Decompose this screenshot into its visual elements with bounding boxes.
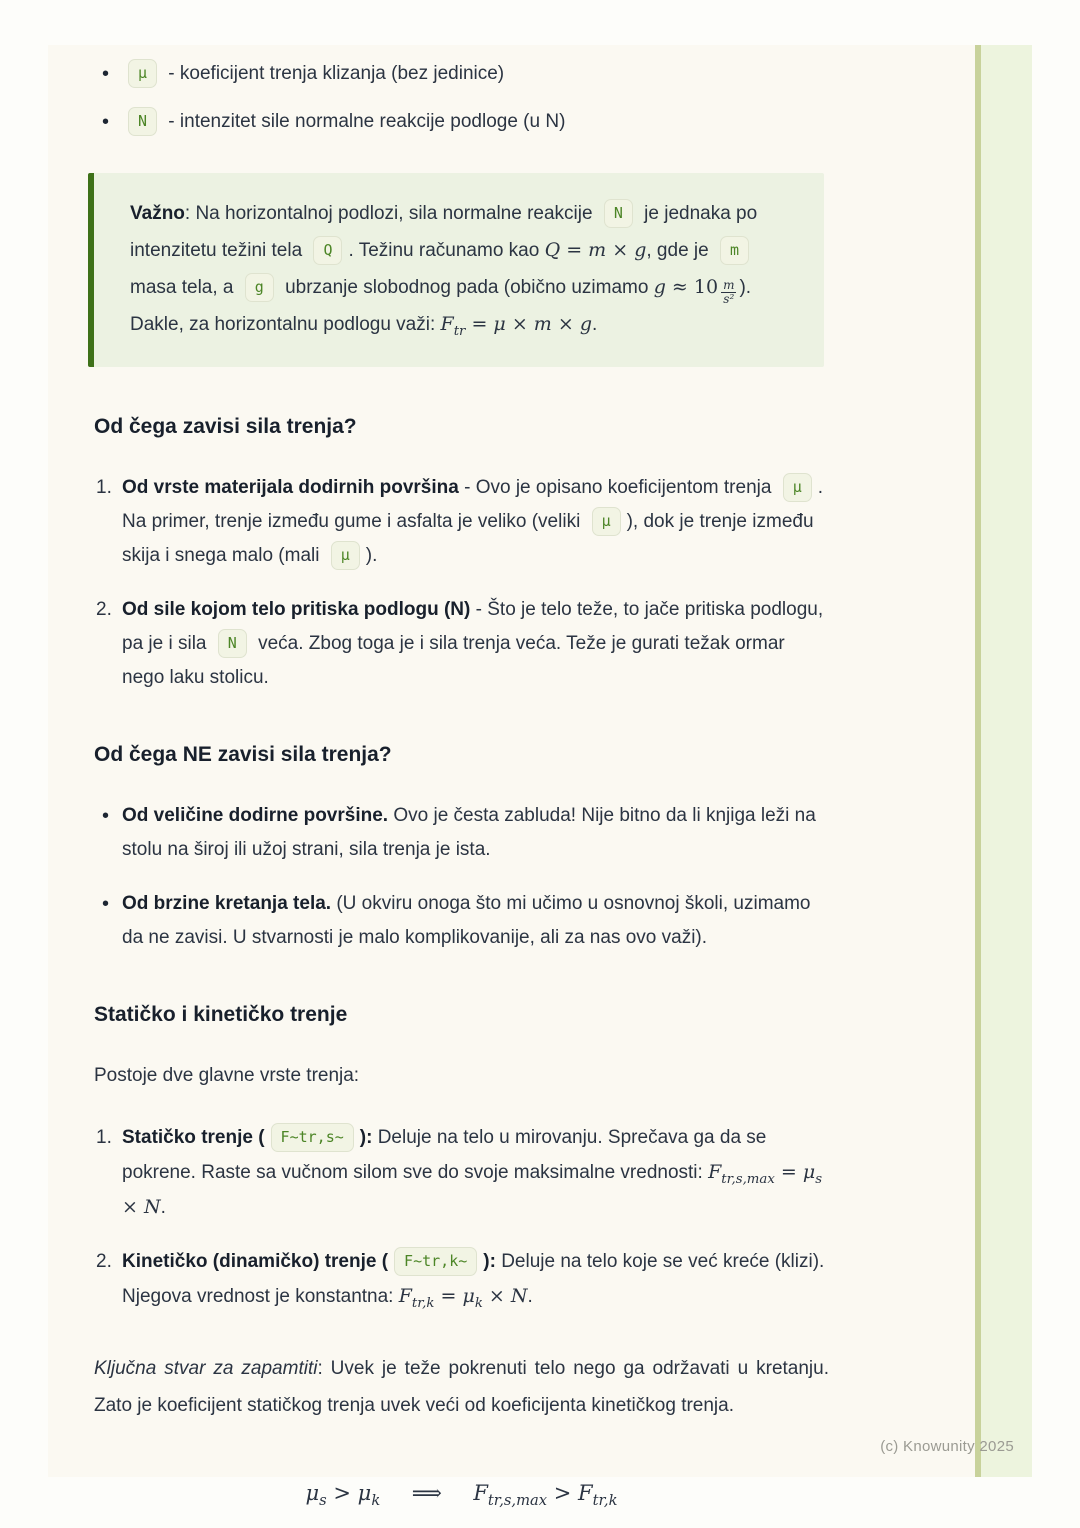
page-edge-stripe [975,45,1032,1477]
section-heading-staticko-kineticko: Statičko i kinetičko trenje [94,1003,348,1026]
inline-code-badge: F~tr,s~ [271,1123,354,1152]
vrste-trenja-list [94,1121,829,1314]
inline-code-badge: μ [592,507,621,536]
list-item: Kinetičko (dinamičko) trenje ( F~tr,k~ ): Deluje na telo koje se već kreće (klizi). Njegova vrednost je konstantna: $F_{tr,k} = \mu_k \times N$. [94,1245,829,1314]
list-item: Od sile kojom telo pritiska podlogu (N) - Što je telo teže, to jače pritiska podlogu, pa je i sila N veća. Zbog toga je i sila trenja veća. Teže je gurati težak ormar nego laku stolicu. [122,599,824,688]
inline-code-badge: μ [331,541,360,570]
section-heading-ne-zavisi: Od čega NE zavisi sila trenja? [94,743,392,766]
list-item: Od vrste materijala dodirnih površina - Ovo je opisano koeficijentom trenja μ . Na primer, trenje između gume i asfalta je veliko (veliki μ ), dok je trenje između skija i snega malo (mali μ ). [94,471,829,573]
inline-code-badge: μ [783,473,812,502]
list-item: • Od brzine kretanja tela. (U okviru onoga što mi učimo u osnovnoj školi, uzimamo da ne zavisi. U stvarnosti je malo komplikovanije, ali za nas ovo važi). [94,887,829,955]
important-callout [88,173,824,367]
ne-zavisi-list [94,799,829,955]
section-heading-zavisi: Od čega zavisi sila trenja? [94,415,357,438]
inline-code-badge: μ [128,59,157,88]
list-item: • Od veličine dodirne površine. Ovo je česta zabluda! Nije bitno da li knjiga leži na stolu na široj ili užoj strani, sila trenja je ista. [94,799,829,867]
comparison-formula: $\mu_s > \mu_k$ ⟹ $F_{tr,s,max} > F_{tr,k}$ [305,1481,618,1510]
document-page [48,45,1032,1510]
list-item: • μ - koeficijent trenja klizanja (bez jedinice) [94,57,829,91]
inline-code-badge: N [128,107,157,136]
list-item: Statičko trenje ( F~tr,s~ ): Deluje na telo u mirovanju. Sprečava ga da se pokrene. Raste sa vučnom silom sve do svoje maksimalne vrednosti: $F_{tr,s,max} = \mu_s \times N$. [94,1121,829,1225]
symbol-legend-list [94,57,829,139]
fraction: $\frac{m}{\text{s²}}$ [723,278,735,306]
inline-code-badge: m [720,236,749,265]
copyright-footer: (c) Knowunity 2025 [880,1438,1014,1455]
page-content [48,45,975,1510]
inline-code-badge: N [218,629,247,658]
key-note-paragraph: Ključna stvar za zapamtiti: Uvek je teže pokrenuti telo nego ga održavati u kretanju. Zato je koeficijent statičkog trenja uvek veći od koeficijenta kinetičkog trenja. [94,1358,829,1416]
list-item: • N - intenzitet sile normalne reakcije podloge (u N) [94,105,829,139]
inline-code-badge: Q [313,236,342,265]
zavisi-list [94,471,829,695]
callout-text: Važno: Na horizontalnoj podlozi, sila normalne reakcije N je jednaka po intenzitetu težini tela Q . Težinu računamo kao Q = m × g, gde je m masa tela, a g ubrzanje slobodnog pada (obično uzimamo g ≈ 10 $\frac{m}{\text{s²}}$ ). Dakle, za horizontalnu podlogu važi: $F_{tr} = \mu \times m \times g$. [130,195,790,343]
inline-code-badge: N [604,199,633,228]
types-intro-paragraph: Postoje dve glavne vrste trenja: [94,1065,360,1086]
inline-code-badge: F~tr,k~ [394,1247,477,1276]
inline-code-badge: g [245,273,274,302]
